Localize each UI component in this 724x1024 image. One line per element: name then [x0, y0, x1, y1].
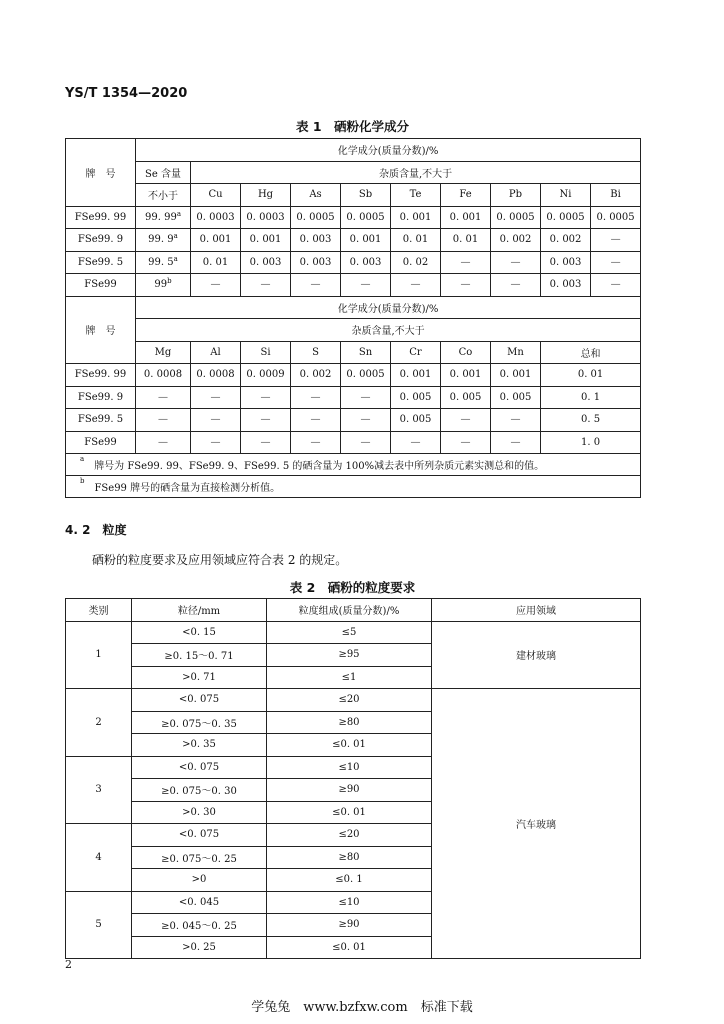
value-cell: 0. 003 [541, 274, 591, 297]
value-cell: 0. 003 [291, 251, 341, 274]
table-header-row [66, 599, 641, 622]
se-cell [136, 274, 191, 297]
particle-size-cell: >0. 71 [132, 666, 267, 689]
value-cell: — [491, 431, 541, 454]
composition-cell: ≤20 [267, 824, 432, 847]
composition-cell: ≥90 [267, 779, 432, 802]
category-cell: 1 [66, 621, 132, 689]
particle-size-cell: <0. 075 [132, 824, 267, 847]
composition-cell: ≥90 [267, 914, 432, 937]
value-cell: 0. 0009 [241, 364, 291, 387]
brand-cell: FSe99. 9 [66, 386, 136, 409]
footnote [66, 476, 641, 498]
brand-header: 牌 号 [66, 296, 136, 364]
value-cell: 0. 0005 [341, 364, 391, 387]
value-cell: — [491, 251, 541, 274]
value-cell: 0. 003 [541, 251, 591, 274]
value-cell: 0. 01 [191, 251, 241, 274]
particle-size-cell: <0. 075 [132, 689, 267, 712]
value-cell: — [136, 431, 191, 454]
element-header: Al [191, 341, 241, 364]
value-cell: 0. 001 [441, 364, 491, 387]
value-cell: — [441, 409, 491, 432]
composition-cell: ≤0. 01 [267, 801, 432, 824]
section-title: 粒度 [102, 523, 127, 537]
se-value: 99. 9 [148, 234, 174, 246]
footnote-mark: a [173, 254, 178, 263]
element-header: Sb [341, 184, 391, 207]
value-cell: — [191, 409, 241, 432]
table-header-row [66, 296, 641, 319]
particle-size-cell: <0. 15 [132, 621, 267, 644]
footnote-mark: a [176, 209, 181, 218]
value-cell: 0. 005 [391, 386, 441, 409]
value-cell: — [291, 274, 341, 297]
column-header: 粒度组成(质量分数)/% [267, 599, 432, 622]
table-header-row [66, 139, 641, 162]
table-header-row [66, 341, 641, 364]
table-row [66, 229, 641, 252]
value-cell: — [191, 431, 241, 454]
value-cell: 0. 002 [541, 229, 591, 252]
particle-size-cell: <0. 045 [132, 891, 267, 914]
value-cell: 0. 001 [391, 364, 441, 387]
chem-composition-header: 化学成分(质量分数)/% [136, 296, 641, 319]
particle-size-cell: <0. 075 [132, 756, 267, 779]
table-row [66, 251, 641, 274]
element-header: Si [241, 341, 291, 364]
value-cell: 0. 002 [491, 229, 541, 252]
value-cell: 0. 0008 [136, 364, 191, 387]
value-cell: — [591, 229, 641, 252]
se-min-header: 不小于 [136, 184, 191, 207]
value-cell: 0. 001 [341, 229, 391, 252]
value-cell: — [241, 431, 291, 454]
element-header: Mg [136, 341, 191, 364]
table-row [66, 689, 641, 712]
total-cell: 0. 5 [541, 409, 641, 432]
value-cell: — [291, 431, 341, 454]
value-cell: 0. 005 [491, 386, 541, 409]
table-header-row [66, 319, 641, 342]
value-cell: 0. 001 [191, 229, 241, 252]
value-cell: — [291, 386, 341, 409]
category-cell: 4 [66, 824, 132, 892]
value-cell: 0. 0003 [191, 206, 241, 229]
composition-cell: ≤0. 01 [267, 734, 432, 757]
footnote-row [66, 476, 641, 498]
footnote-text: FSe99 牌号的硒含量为直接检测分析值。 [94, 483, 281, 494]
brand-header: 牌 号 [66, 139, 136, 207]
value-cell: 0. 0005 [341, 206, 391, 229]
section-body-text: 硒粉的粒度要求及应用领域应符合表 2 的规定。 [92, 553, 348, 567]
se-cell [136, 251, 191, 274]
particle-size-cell: >0 [132, 869, 267, 892]
impurity-header: 杂质含量,不大于 [136, 319, 641, 342]
value-cell: 0. 0008 [191, 364, 241, 387]
brand-cell: FSe99. 5 [66, 409, 136, 432]
value-cell: 0. 003 [291, 229, 341, 252]
table-row [66, 431, 641, 454]
value-cell: — [441, 431, 491, 454]
brand-cell: FSe99 [66, 431, 136, 454]
composition-cell: ≤5 [267, 621, 432, 644]
brand-cell: FSe99. 99 [66, 206, 136, 229]
table-row [66, 386, 641, 409]
value-cell: — [241, 386, 291, 409]
value-cell: 0. 001 [441, 206, 491, 229]
value-cell: 0. 001 [241, 229, 291, 252]
value-cell: — [291, 409, 341, 432]
value-cell: — [391, 431, 441, 454]
table-row [66, 409, 641, 432]
footnote-mark: a [173, 232, 178, 241]
value-cell: — [491, 274, 541, 297]
table-row [66, 206, 641, 229]
element-header: Cu [191, 184, 241, 207]
element-header: As [291, 184, 341, 207]
element-header: Ni [541, 184, 591, 207]
element-header: Cr [391, 341, 441, 364]
total-header: 总和 [541, 341, 641, 364]
application-cell: 建材玻璃 [432, 621, 641, 689]
composition-cell: ≤0. 01 [267, 936, 432, 959]
composition-cell: ≥80 [267, 711, 432, 734]
value-cell: — [341, 274, 391, 297]
value-cell: — [591, 251, 641, 274]
value-cell: 0. 01 [391, 229, 441, 252]
composition-cell: ≤1 [267, 666, 432, 689]
total-cell: 0. 1 [541, 386, 641, 409]
page-footer: 学兔兔 www.bzfxw.com 标准下载 [251, 1000, 473, 1015]
table-row [66, 274, 641, 297]
value-cell: 0. 0005 [541, 206, 591, 229]
value-cell: 0. 005 [391, 409, 441, 432]
footnote-text: 牌号为 FSe99. 99、FSe99. 9、FSe99. 5 的硒含量为 100%减去表中所列杂质元素实测总和的值。 [94, 461, 545, 472]
composition-cell: ≥95 [267, 644, 432, 667]
standard-number: YS/T 1354—2020 [65, 86, 188, 101]
element-header: Pb [491, 184, 541, 207]
composition-cell: ≤10 [267, 756, 432, 779]
value-cell: — [341, 431, 391, 454]
value-cell: 0. 005 [441, 386, 491, 409]
element-header: S [291, 341, 341, 364]
footnote-mark: b [167, 277, 172, 286]
brand-cell: FSe99. 5 [66, 251, 136, 274]
value-cell: — [341, 386, 391, 409]
brand-cell: FSe99 [66, 274, 136, 297]
value-cell: 0. 01 [441, 229, 491, 252]
value-cell: 0. 003 [341, 251, 391, 274]
chem-composition-header: 化学成分(质量分数)/% [136, 139, 641, 162]
column-header: 应用领域 [432, 599, 641, 622]
element-header: Mn [491, 341, 541, 364]
table-row [66, 621, 641, 644]
footnote-mark: b [80, 477, 85, 485]
value-cell: — [241, 409, 291, 432]
value-cell: — [491, 409, 541, 432]
value-cell: 0. 0005 [491, 206, 541, 229]
application-cell: 汽车玻璃 [432, 689, 641, 959]
particle-size-cell: ≥0. 075～0. 25 [132, 846, 267, 869]
value-cell: — [341, 409, 391, 432]
table-row [66, 364, 641, 387]
value-cell: 0. 002 [291, 364, 341, 387]
particle-size-cell: ≥0. 15～0. 71 [132, 644, 267, 667]
value-cell: — [136, 386, 191, 409]
particle-size-cell: >0. 30 [132, 801, 267, 824]
value-cell: — [136, 409, 191, 432]
value-cell: 0. 0005 [591, 206, 641, 229]
value-cell: 0. 001 [391, 206, 441, 229]
brand-cell: FSe99. 99 [66, 364, 136, 387]
category-cell: 3 [66, 756, 132, 824]
value-cell: 0. 0003 [241, 206, 291, 229]
value-cell: — [391, 274, 441, 297]
category-cell: 2 [66, 689, 132, 757]
value-cell: 0. 001 [491, 364, 541, 387]
se-value: 99 [154, 279, 168, 291]
composition-cell: ≥80 [267, 846, 432, 869]
total-cell: 0. 01 [541, 364, 641, 387]
particle-size-table [65, 598, 641, 959]
value-cell: — [241, 274, 291, 297]
composition-cell: ≤10 [267, 891, 432, 914]
table-header-row [66, 184, 641, 207]
composition-cell: ≤20 [267, 689, 432, 712]
element-header: Hg [241, 184, 291, 207]
impurity-header: 杂质含量,不大于 [191, 161, 641, 184]
value-cell: — [441, 251, 491, 274]
element-header: Te [391, 184, 441, 207]
value-cell: — [591, 274, 641, 297]
value-cell: — [191, 386, 241, 409]
particle-size-cell: >0. 25 [132, 936, 267, 959]
brand-cell: FSe99. 9 [66, 229, 136, 252]
se-header: Se 含量 [136, 161, 191, 184]
particle-size-cell: ≥0. 075～0. 35 [132, 711, 267, 734]
particle-size-cell: ≥0. 075～0. 30 [132, 779, 267, 802]
element-header: Fe [441, 184, 491, 207]
column-header: 类别 [66, 599, 132, 622]
composition-cell: ≤0. 1 [267, 869, 432, 892]
se-value: 99. 5 [148, 256, 174, 268]
footnote-row [66, 454, 641, 476]
element-header: Sn [341, 341, 391, 364]
table-header-row [66, 161, 641, 184]
value-cell: 0. 0005 [291, 206, 341, 229]
element-header: Co [441, 341, 491, 364]
element-header: Bi [591, 184, 641, 207]
value-cell: — [191, 274, 241, 297]
value-cell: 0. 003 [241, 251, 291, 274]
particle-size-cell: >0. 35 [132, 734, 267, 757]
particle-size-cell: ≥0. 045～0. 25 [132, 914, 267, 937]
value-cell: 0. 02 [391, 251, 441, 274]
total-cell: 1. 0 [541, 431, 641, 454]
footnote-mark: a [80, 455, 85, 463]
value-cell: — [441, 274, 491, 297]
chemical-composition-table [65, 138, 641, 498]
column-header: 粒径/mm [132, 599, 267, 622]
footnote [66, 454, 641, 476]
table1-title: 表 1 硒粉化学成分 [295, 119, 410, 134]
section-number: 4. 2 [65, 523, 91, 537]
se-cell [136, 206, 191, 229]
se-value: 99. 99 [145, 211, 177, 223]
section-heading [65, 521, 126, 538]
page-number: 2 [65, 958, 72, 971]
table2-title: 表 2 硒粉的粒度要求 [289, 580, 416, 595]
se-cell [136, 229, 191, 252]
category-cell: 5 [66, 891, 132, 959]
